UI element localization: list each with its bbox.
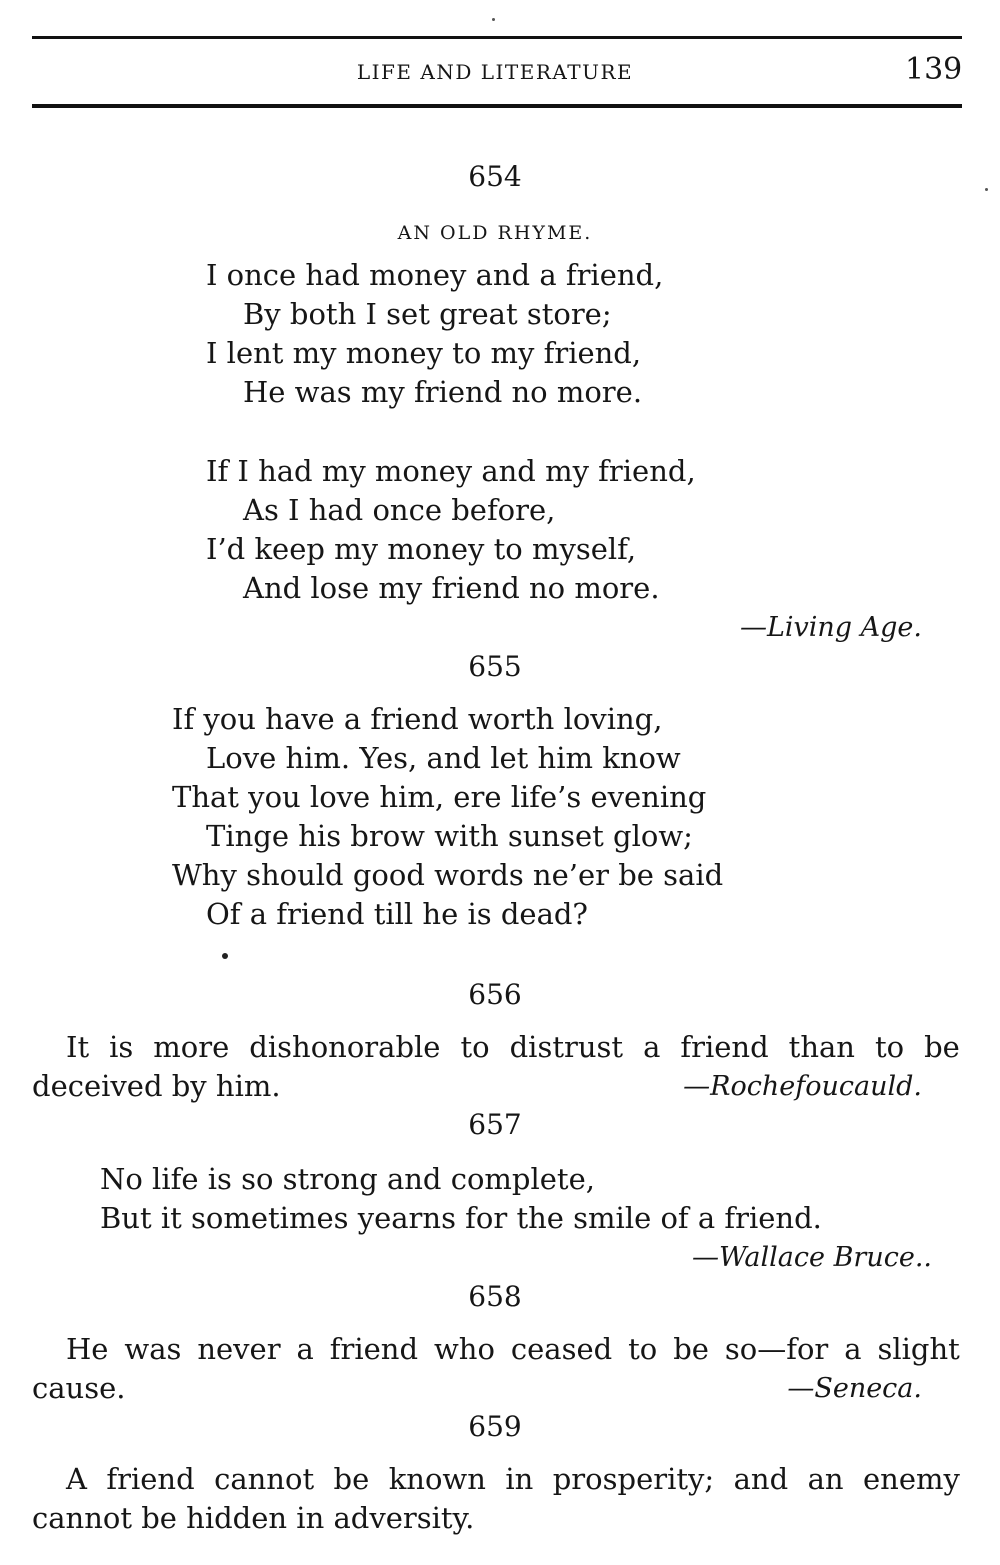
running-head: LIFE AND LITERATURE	[356, 60, 634, 84]
attribution-658: —Seneca.	[787, 1373, 922, 1404]
verse-line: I’d keep my money to myself,	[206, 532, 637, 566]
verse-line: But it sometimes yearns for the smile of a friend.	[100, 1201, 822, 1235]
prose-line: deceived by him.	[32, 1069, 281, 1103]
verse-line: As I had once before,	[243, 493, 556, 527]
verse-line: Of a friend till he is dead?	[206, 897, 588, 931]
verse-line: I once had money and a friend,	[206, 258, 664, 292]
verse-line: He was my friend no more.	[243, 375, 643, 409]
entry-number-659: 659	[468, 1410, 522, 1443]
verse-line: If you have a friend worth loving,	[172, 702, 663, 736]
prose-line: It is more dishonorable to distrust a friend than to be	[66, 1030, 960, 1064]
verse-line: Why should good words ne’er be said	[172, 858, 724, 892]
verse-line: Tinge his brow with sunset glow;	[206, 819, 693, 853]
separator-dot	[222, 953, 228, 959]
entry-number-654: 654	[468, 160, 522, 193]
entry-number-658: 658	[468, 1280, 522, 1313]
verse-line: By both I set great store;	[243, 297, 612, 331]
prose-line: He was never a friend who ceased to be so—for a slight	[66, 1332, 960, 1366]
prose-line: cause.	[32, 1371, 126, 1405]
page-number: 139	[905, 52, 963, 87]
verse-line: Love him. Yes, and let him know	[206, 741, 681, 775]
scan-speck	[492, 18, 495, 21]
verse-line: And lose my friend no more.	[243, 571, 660, 605]
prose-line: A friend cannot be known in prosperity; and an enemy	[66, 1462, 960, 1496]
header-top-rule	[32, 36, 962, 39]
verse-line: That you love him, ere life’s evening	[172, 780, 707, 814]
header-bottom-rule	[32, 104, 962, 108]
entry-number-657: 657	[468, 1108, 522, 1141]
entry-number-655: 655	[468, 650, 522, 683]
scan-speck	[985, 188, 988, 191]
verse-line: If I had my money and my friend,	[206, 454, 696, 488]
attribution-656: —Rochefoucauld.	[683, 1071, 922, 1102]
attribution-657: —Wallace Bruce..	[692, 1242, 932, 1273]
verse-line: No life is so strong and complete,	[100, 1162, 595, 1196]
attribution-654: —Living Age.	[739, 612, 922, 643]
entry-number-656: 656	[468, 978, 522, 1011]
prose-line: cannot be hidden in adversity.	[32, 1501, 475, 1535]
verse-line: I lent my money to my friend,	[206, 336, 642, 370]
entry-title-654: AN OLD RHYME.	[397, 222, 593, 244]
